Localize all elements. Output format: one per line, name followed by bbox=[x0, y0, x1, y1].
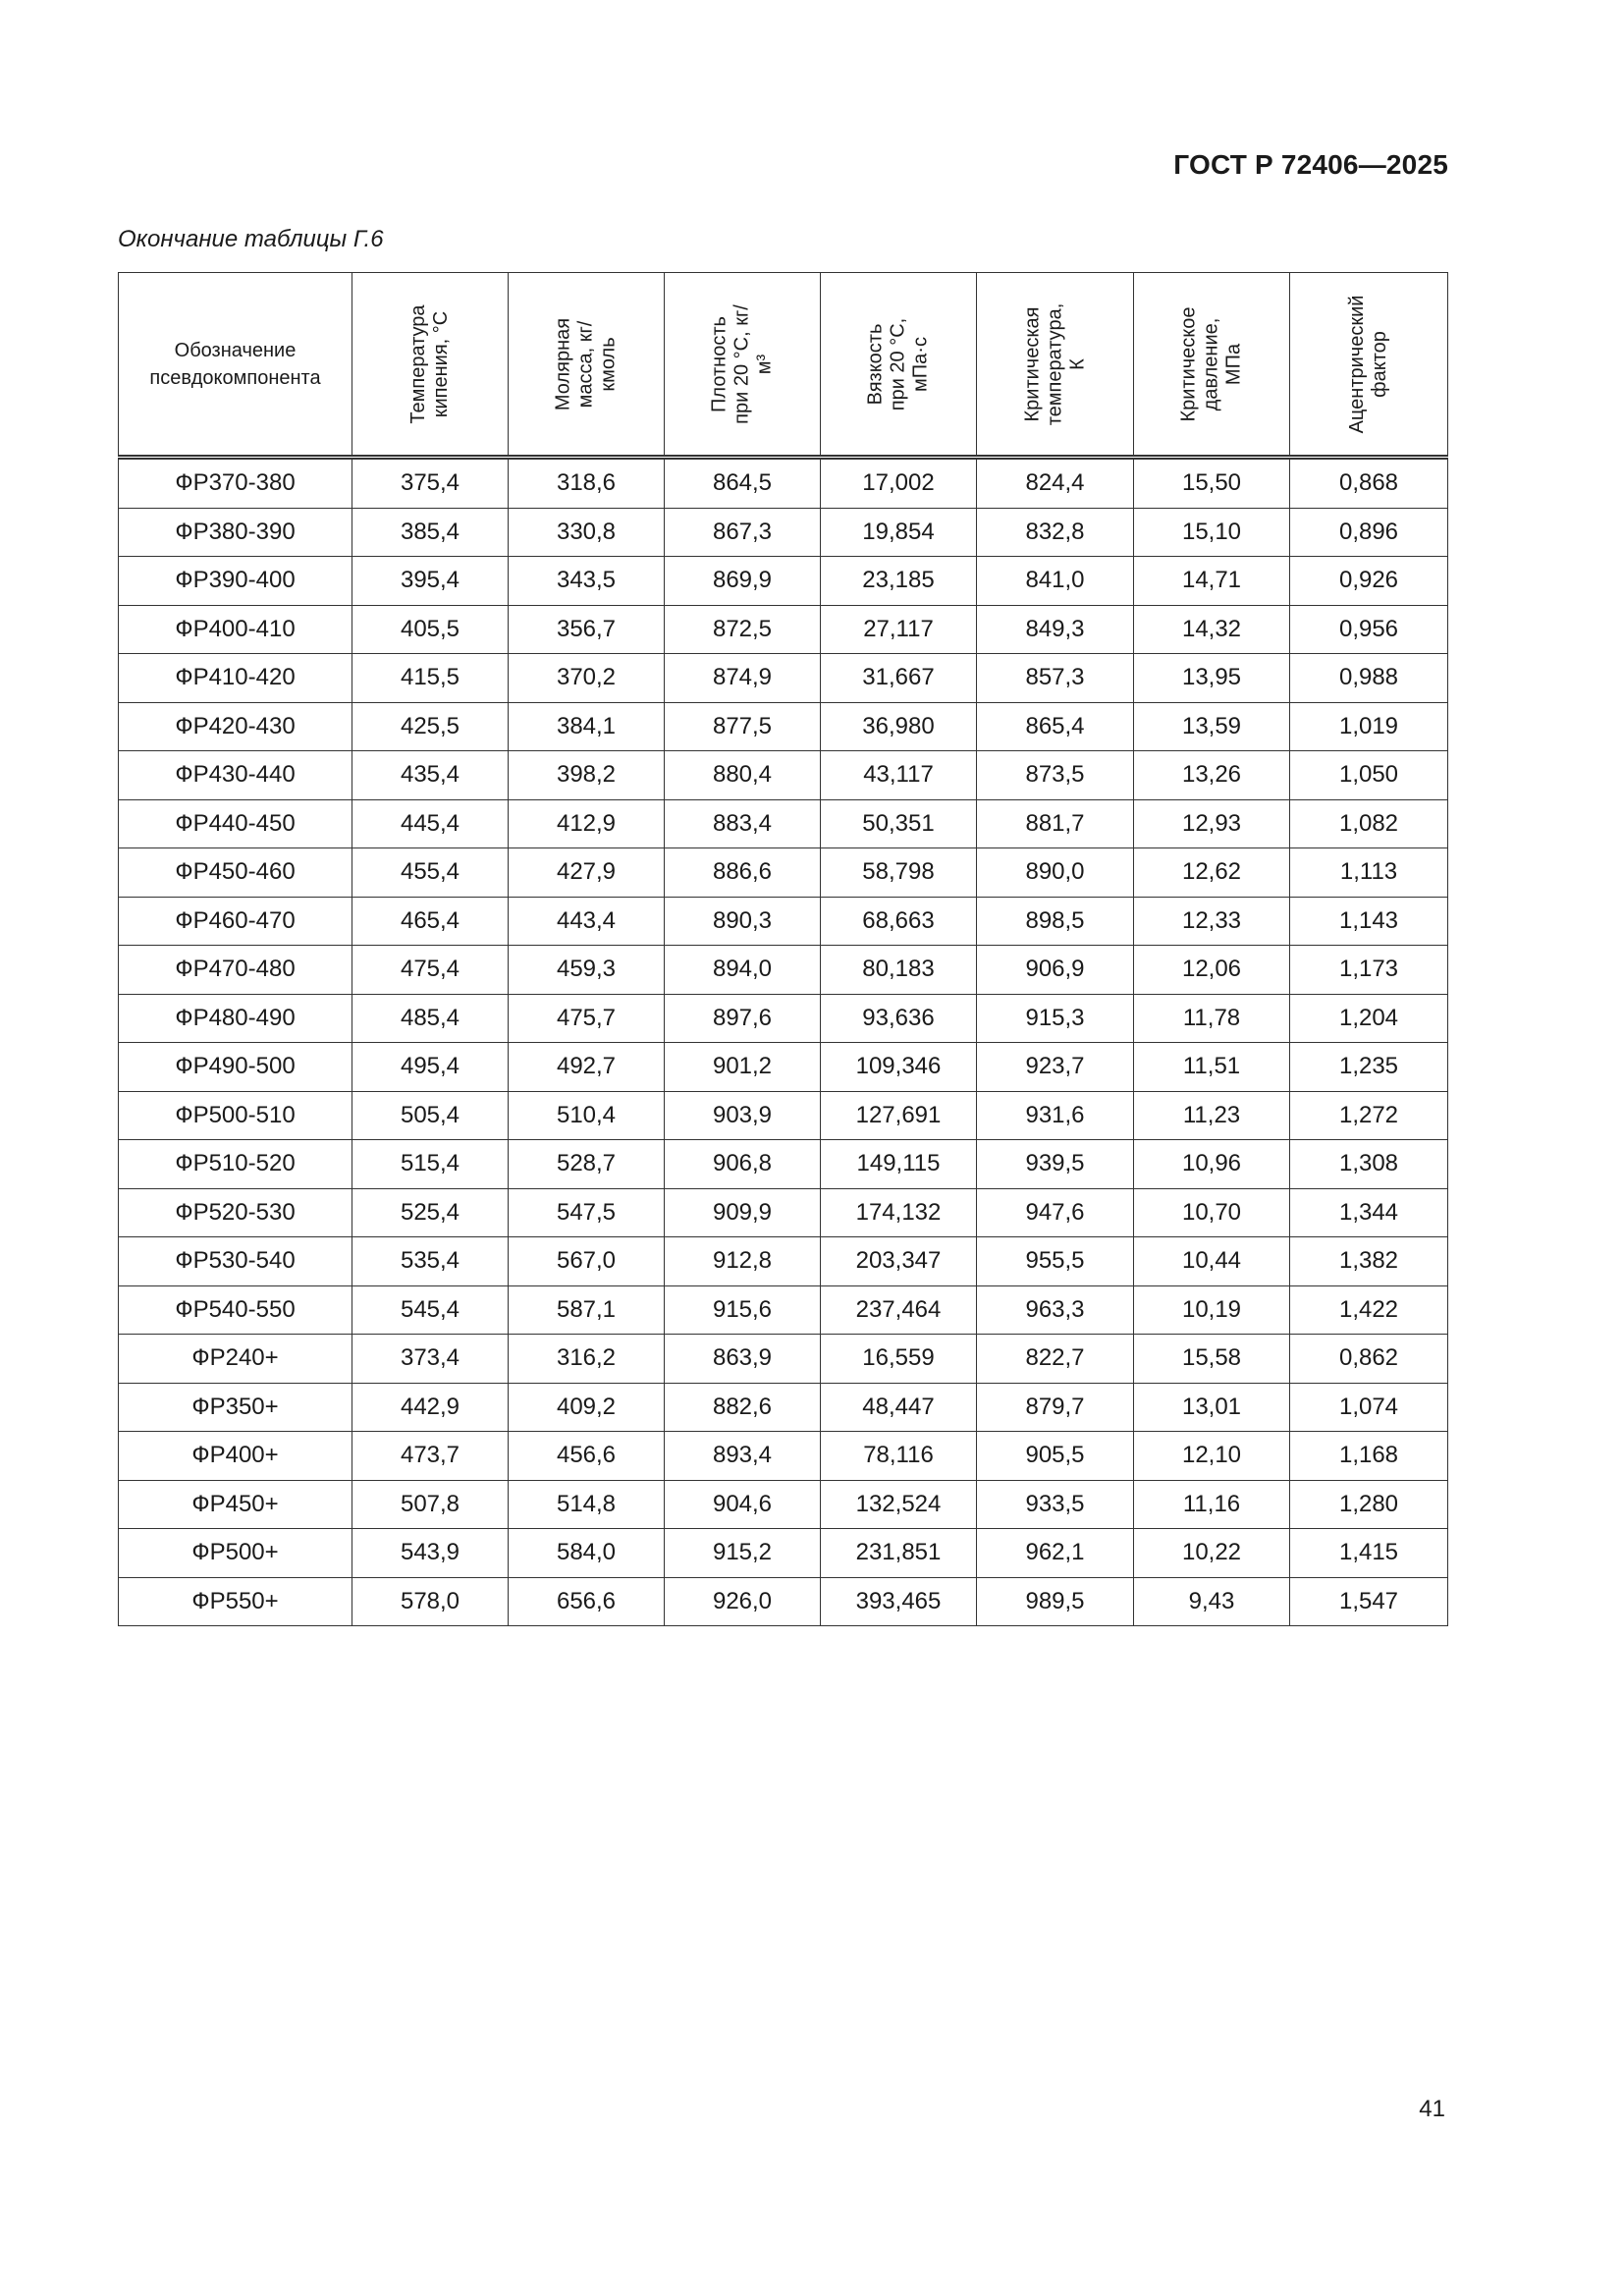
value-cell: 0,868 bbox=[1290, 458, 1448, 509]
column-header-pseudocomponent: Обозначение псевдокомпонента bbox=[119, 273, 352, 458]
value-cell: 931,6 bbox=[977, 1091, 1134, 1140]
value-cell: 915,3 bbox=[977, 994, 1134, 1043]
value-cell: 109,346 bbox=[821, 1043, 977, 1092]
value-cell: 824,4 bbox=[977, 458, 1134, 509]
value-cell: 16,559 bbox=[821, 1335, 977, 1384]
table-row bbox=[119, 1432, 1448, 1481]
table-row bbox=[119, 1043, 1448, 1092]
value-cell: 19,854 bbox=[821, 508, 977, 557]
value-cell: 1,308 bbox=[1290, 1140, 1448, 1189]
value-cell: 10,70 bbox=[1134, 1188, 1290, 1237]
value-cell: 947,6 bbox=[977, 1188, 1134, 1237]
value-cell: 11,51 bbox=[1134, 1043, 1290, 1092]
value-cell: 318,6 bbox=[509, 458, 665, 509]
table-row bbox=[119, 1140, 1448, 1189]
value-cell: 903,9 bbox=[665, 1091, 821, 1140]
pseudocomponent-cell: ФР540-550 bbox=[119, 1285, 352, 1335]
value-cell: 822,7 bbox=[977, 1335, 1134, 1384]
value-cell: 149,115 bbox=[821, 1140, 977, 1189]
data-table bbox=[118, 272, 1448, 1626]
column-header-critical-pressure: Критическое давление, МПа bbox=[1134, 273, 1290, 458]
value-cell: 874,9 bbox=[665, 654, 821, 703]
value-cell: 1,344 bbox=[1290, 1188, 1448, 1237]
value-cell: 939,5 bbox=[977, 1140, 1134, 1189]
table-row bbox=[119, 1577, 1448, 1626]
table-row bbox=[119, 1285, 1448, 1335]
pseudocomponent-cell: ФР240+ bbox=[119, 1335, 352, 1384]
value-cell: 909,9 bbox=[665, 1188, 821, 1237]
value-cell: 12,33 bbox=[1134, 897, 1290, 946]
value-cell: 11,16 bbox=[1134, 1480, 1290, 1529]
value-cell: 58,798 bbox=[821, 848, 977, 898]
value-cell: 78,116 bbox=[821, 1432, 977, 1481]
table-row bbox=[119, 508, 1448, 557]
pseudocomponent-cell: ФР350+ bbox=[119, 1383, 352, 1432]
value-cell: 15,10 bbox=[1134, 508, 1290, 557]
value-cell: 459,3 bbox=[509, 946, 665, 995]
table-row bbox=[119, 799, 1448, 848]
value-cell: 873,5 bbox=[977, 751, 1134, 800]
table-row bbox=[119, 1237, 1448, 1286]
pseudocomponent-cell: ФР450-460 bbox=[119, 848, 352, 898]
value-cell: 525,4 bbox=[352, 1188, 509, 1237]
column-header-critical-temperature: Критическая температура, К bbox=[977, 273, 1134, 458]
value-cell: 955,5 bbox=[977, 1237, 1134, 1286]
value-cell: 375,4 bbox=[352, 458, 509, 509]
pseudocomponent-cell: ФР460-470 bbox=[119, 897, 352, 946]
value-cell: 23,185 bbox=[821, 557, 977, 606]
value-cell: 12,10 bbox=[1134, 1432, 1290, 1481]
value-cell: 455,4 bbox=[352, 848, 509, 898]
value-cell: 545,4 bbox=[352, 1285, 509, 1335]
value-cell: 93,636 bbox=[821, 994, 977, 1043]
pseudocomponent-cell: ФР480-490 bbox=[119, 994, 352, 1043]
value-cell: 13,59 bbox=[1134, 702, 1290, 751]
value-cell: 385,4 bbox=[352, 508, 509, 557]
value-cell: 886,6 bbox=[665, 848, 821, 898]
table-row bbox=[119, 946, 1448, 995]
value-cell: 510,4 bbox=[509, 1091, 665, 1140]
value-cell: 898,5 bbox=[977, 897, 1134, 946]
table-row bbox=[119, 897, 1448, 946]
value-cell: 865,4 bbox=[977, 702, 1134, 751]
value-cell: 0,896 bbox=[1290, 508, 1448, 557]
table-body bbox=[119, 458, 1448, 1626]
pseudocomponent-cell: ФР370-380 bbox=[119, 458, 352, 509]
value-cell: 398,2 bbox=[509, 751, 665, 800]
value-cell: 567,0 bbox=[509, 1237, 665, 1286]
value-cell: 370,2 bbox=[509, 654, 665, 703]
pseudocomponent-cell: ФР420-430 bbox=[119, 702, 352, 751]
column-header-acentric-factor: Ацентрический фактор bbox=[1290, 273, 1448, 458]
value-cell: 656,6 bbox=[509, 1577, 665, 1626]
value-cell: 883,4 bbox=[665, 799, 821, 848]
value-cell: 881,7 bbox=[977, 799, 1134, 848]
value-cell: 0,956 bbox=[1290, 605, 1448, 654]
value-cell: 1,019 bbox=[1290, 702, 1448, 751]
pseudocomponent-cell: ФР520-530 bbox=[119, 1188, 352, 1237]
table-row bbox=[119, 848, 1448, 898]
value-cell: 445,4 bbox=[352, 799, 509, 848]
table-caption: Окончание таблицы Г.6 bbox=[118, 226, 384, 252]
pseudocomponent-cell: ФР430-440 bbox=[119, 751, 352, 800]
value-cell: 1,280 bbox=[1290, 1480, 1448, 1529]
value-cell: 989,5 bbox=[977, 1577, 1134, 1626]
pseudocomponent-cell: ФР500+ bbox=[119, 1529, 352, 1578]
table-row bbox=[119, 702, 1448, 751]
value-cell: 13,01 bbox=[1134, 1383, 1290, 1432]
value-cell: 17,002 bbox=[821, 458, 977, 509]
value-cell: 0,862 bbox=[1290, 1335, 1448, 1384]
value-cell: 475,4 bbox=[352, 946, 509, 995]
value-cell: 1,074 bbox=[1290, 1383, 1448, 1432]
value-cell: 10,19 bbox=[1134, 1285, 1290, 1335]
value-cell: 879,7 bbox=[977, 1383, 1134, 1432]
value-cell: 393,465 bbox=[821, 1577, 977, 1626]
value-cell: 14,32 bbox=[1134, 605, 1290, 654]
value-cell: 867,3 bbox=[665, 508, 821, 557]
value-cell: 492,7 bbox=[509, 1043, 665, 1092]
pseudocomponent-cell: ФР380-390 bbox=[119, 508, 352, 557]
pseudocomponent-cell: ФР530-540 bbox=[119, 1237, 352, 1286]
value-cell: 1,168 bbox=[1290, 1432, 1448, 1481]
value-cell: 905,5 bbox=[977, 1432, 1134, 1481]
value-cell: 174,132 bbox=[821, 1188, 977, 1237]
value-cell: 869,9 bbox=[665, 557, 821, 606]
value-cell: 442,9 bbox=[352, 1383, 509, 1432]
value-cell: 132,524 bbox=[821, 1480, 977, 1529]
value-cell: 50,351 bbox=[821, 799, 977, 848]
value-cell: 316,2 bbox=[509, 1335, 665, 1384]
value-cell: 356,7 bbox=[509, 605, 665, 654]
value-cell: 1,173 bbox=[1290, 946, 1448, 995]
value-cell: 890,0 bbox=[977, 848, 1134, 898]
value-cell: 384,1 bbox=[509, 702, 665, 751]
column-header-density: Плотность при 20 °С, кг/ м³ bbox=[665, 273, 821, 458]
value-cell: 11,78 bbox=[1134, 994, 1290, 1043]
table-row bbox=[119, 994, 1448, 1043]
value-cell: 906,8 bbox=[665, 1140, 821, 1189]
value-cell: 231,851 bbox=[821, 1529, 977, 1578]
value-cell: 15,58 bbox=[1134, 1335, 1290, 1384]
value-cell: 31,667 bbox=[821, 654, 977, 703]
value-cell: 330,8 bbox=[509, 508, 665, 557]
value-cell: 36,980 bbox=[821, 702, 977, 751]
value-cell: 435,4 bbox=[352, 751, 509, 800]
value-cell: 343,5 bbox=[509, 557, 665, 606]
value-cell: 1,143 bbox=[1290, 897, 1448, 946]
value-cell: 962,1 bbox=[977, 1529, 1134, 1578]
value-cell: 864,5 bbox=[665, 458, 821, 509]
value-cell: 443,4 bbox=[509, 897, 665, 946]
value-cell: 963,3 bbox=[977, 1285, 1134, 1335]
value-cell: 203,347 bbox=[821, 1237, 977, 1286]
value-cell: 915,2 bbox=[665, 1529, 821, 1578]
value-cell: 456,6 bbox=[509, 1432, 665, 1481]
value-cell: 877,5 bbox=[665, 702, 821, 751]
value-cell: 514,8 bbox=[509, 1480, 665, 1529]
value-cell: 0,988 bbox=[1290, 654, 1448, 703]
value-cell: 926,0 bbox=[665, 1577, 821, 1626]
value-cell: 12,06 bbox=[1134, 946, 1290, 995]
table-row bbox=[119, 605, 1448, 654]
value-cell: 584,0 bbox=[509, 1529, 665, 1578]
value-cell: 14,71 bbox=[1134, 557, 1290, 606]
value-cell: 425,5 bbox=[352, 702, 509, 751]
page-number: 41 bbox=[1419, 2096, 1445, 2122]
table-row bbox=[119, 458, 1448, 509]
value-cell: 880,4 bbox=[665, 751, 821, 800]
pseudocomponent-cell: ФР400-410 bbox=[119, 605, 352, 654]
table-row bbox=[119, 1335, 1448, 1384]
value-cell: 1,272 bbox=[1290, 1091, 1448, 1140]
pseudocomponent-cell: ФР550+ bbox=[119, 1577, 352, 1626]
value-cell: 412,9 bbox=[509, 799, 665, 848]
value-cell: 43,117 bbox=[821, 751, 977, 800]
value-cell: 12,93 bbox=[1134, 799, 1290, 848]
value-cell: 10,22 bbox=[1134, 1529, 1290, 1578]
value-cell: 505,4 bbox=[352, 1091, 509, 1140]
pseudocomponent-cell: ФР440-450 bbox=[119, 799, 352, 848]
document-code: ГОСТ Р 72406—2025 bbox=[1173, 149, 1448, 180]
column-header-boiling-temperature: Температура кипения, °С bbox=[352, 273, 509, 458]
value-cell: 915,6 bbox=[665, 1285, 821, 1335]
value-cell: 11,23 bbox=[1134, 1091, 1290, 1140]
table-row bbox=[119, 557, 1448, 606]
value-cell: 857,3 bbox=[977, 654, 1134, 703]
value-cell: 415,5 bbox=[352, 654, 509, 703]
value-cell: 906,9 bbox=[977, 946, 1134, 995]
value-cell: 507,8 bbox=[352, 1480, 509, 1529]
pseudocomponent-cell: ФР400+ bbox=[119, 1432, 352, 1481]
value-cell: 535,4 bbox=[352, 1237, 509, 1286]
value-cell: 48,447 bbox=[821, 1383, 977, 1432]
table-row bbox=[119, 1091, 1448, 1140]
value-cell: 12,62 bbox=[1134, 848, 1290, 898]
pseudocomponent-cell: ФР490-500 bbox=[119, 1043, 352, 1092]
value-cell: 27,117 bbox=[821, 605, 977, 654]
value-cell: 882,6 bbox=[665, 1383, 821, 1432]
value-cell: 912,8 bbox=[665, 1237, 821, 1286]
table-row bbox=[119, 1188, 1448, 1237]
value-cell: 1,415 bbox=[1290, 1529, 1448, 1578]
value-cell: 465,4 bbox=[352, 897, 509, 946]
value-cell: 1,204 bbox=[1290, 994, 1448, 1043]
value-cell: 68,663 bbox=[821, 897, 977, 946]
value-cell: 1,050 bbox=[1290, 751, 1448, 800]
table-row bbox=[119, 751, 1448, 800]
pseudocomponent-cell: ФР450+ bbox=[119, 1480, 352, 1529]
value-cell: 0,926 bbox=[1290, 557, 1448, 606]
value-cell: 1,113 bbox=[1290, 848, 1448, 898]
value-cell: 373,4 bbox=[352, 1335, 509, 1384]
value-cell: 578,0 bbox=[352, 1577, 509, 1626]
value-cell: 13,95 bbox=[1134, 654, 1290, 703]
value-cell: 237,464 bbox=[821, 1285, 977, 1335]
value-cell: 515,4 bbox=[352, 1140, 509, 1189]
value-cell: 409,2 bbox=[509, 1383, 665, 1432]
value-cell: 894,0 bbox=[665, 946, 821, 995]
pseudocomponent-cell: ФР390-400 bbox=[119, 557, 352, 606]
value-cell: 9,43 bbox=[1134, 1577, 1290, 1626]
value-cell: 872,5 bbox=[665, 605, 821, 654]
value-cell: 1,547 bbox=[1290, 1577, 1448, 1626]
table-row bbox=[119, 654, 1448, 703]
value-cell: 473,7 bbox=[352, 1432, 509, 1481]
value-cell: 890,3 bbox=[665, 897, 821, 946]
header-row bbox=[119, 273, 1448, 458]
column-header-molar-mass: Молярная масса, кг/ кмоль bbox=[509, 273, 665, 458]
value-cell: 904,6 bbox=[665, 1480, 821, 1529]
value-cell: 1,235 bbox=[1290, 1043, 1448, 1092]
value-cell: 893,4 bbox=[665, 1432, 821, 1481]
value-cell: 543,9 bbox=[352, 1529, 509, 1578]
pseudocomponent-cell: ФР510-520 bbox=[119, 1140, 352, 1189]
value-cell: 849,3 bbox=[977, 605, 1134, 654]
value-cell: 427,9 bbox=[509, 848, 665, 898]
value-cell: 841,0 bbox=[977, 557, 1134, 606]
value-cell: 80,183 bbox=[821, 946, 977, 995]
value-cell: 528,7 bbox=[509, 1140, 665, 1189]
value-cell: 485,4 bbox=[352, 994, 509, 1043]
column-header-viscosity: Вязкость при 20 °С, мПа·с bbox=[821, 273, 977, 458]
value-cell: 547,5 bbox=[509, 1188, 665, 1237]
pseudocomponent-cell: ФР470-480 bbox=[119, 946, 352, 995]
value-cell: 495,4 bbox=[352, 1043, 509, 1092]
value-cell: 395,4 bbox=[352, 557, 509, 606]
value-cell: 13,26 bbox=[1134, 751, 1290, 800]
value-cell: 10,44 bbox=[1134, 1237, 1290, 1286]
value-cell: 405,5 bbox=[352, 605, 509, 654]
value-cell: 863,9 bbox=[665, 1335, 821, 1384]
table-row bbox=[119, 1383, 1448, 1432]
value-cell: 933,5 bbox=[977, 1480, 1134, 1529]
value-cell: 832,8 bbox=[977, 508, 1134, 557]
value-cell: 127,691 bbox=[821, 1091, 977, 1140]
pseudocomponent-cell: ФР410-420 bbox=[119, 654, 352, 703]
table-row bbox=[119, 1480, 1448, 1529]
value-cell: 897,6 bbox=[665, 994, 821, 1043]
value-cell: 923,7 bbox=[977, 1043, 1134, 1092]
pseudocomponent-cell: ФР500-510 bbox=[119, 1091, 352, 1140]
value-cell: 901,2 bbox=[665, 1043, 821, 1092]
value-cell: 10,96 bbox=[1134, 1140, 1290, 1189]
table-row bbox=[119, 1529, 1448, 1578]
value-cell: 1,382 bbox=[1290, 1237, 1448, 1286]
value-cell: 587,1 bbox=[509, 1285, 665, 1335]
value-cell: 475,7 bbox=[509, 994, 665, 1043]
value-cell: 1,422 bbox=[1290, 1285, 1448, 1335]
value-cell: 1,082 bbox=[1290, 799, 1448, 848]
value-cell: 15,50 bbox=[1134, 458, 1290, 509]
